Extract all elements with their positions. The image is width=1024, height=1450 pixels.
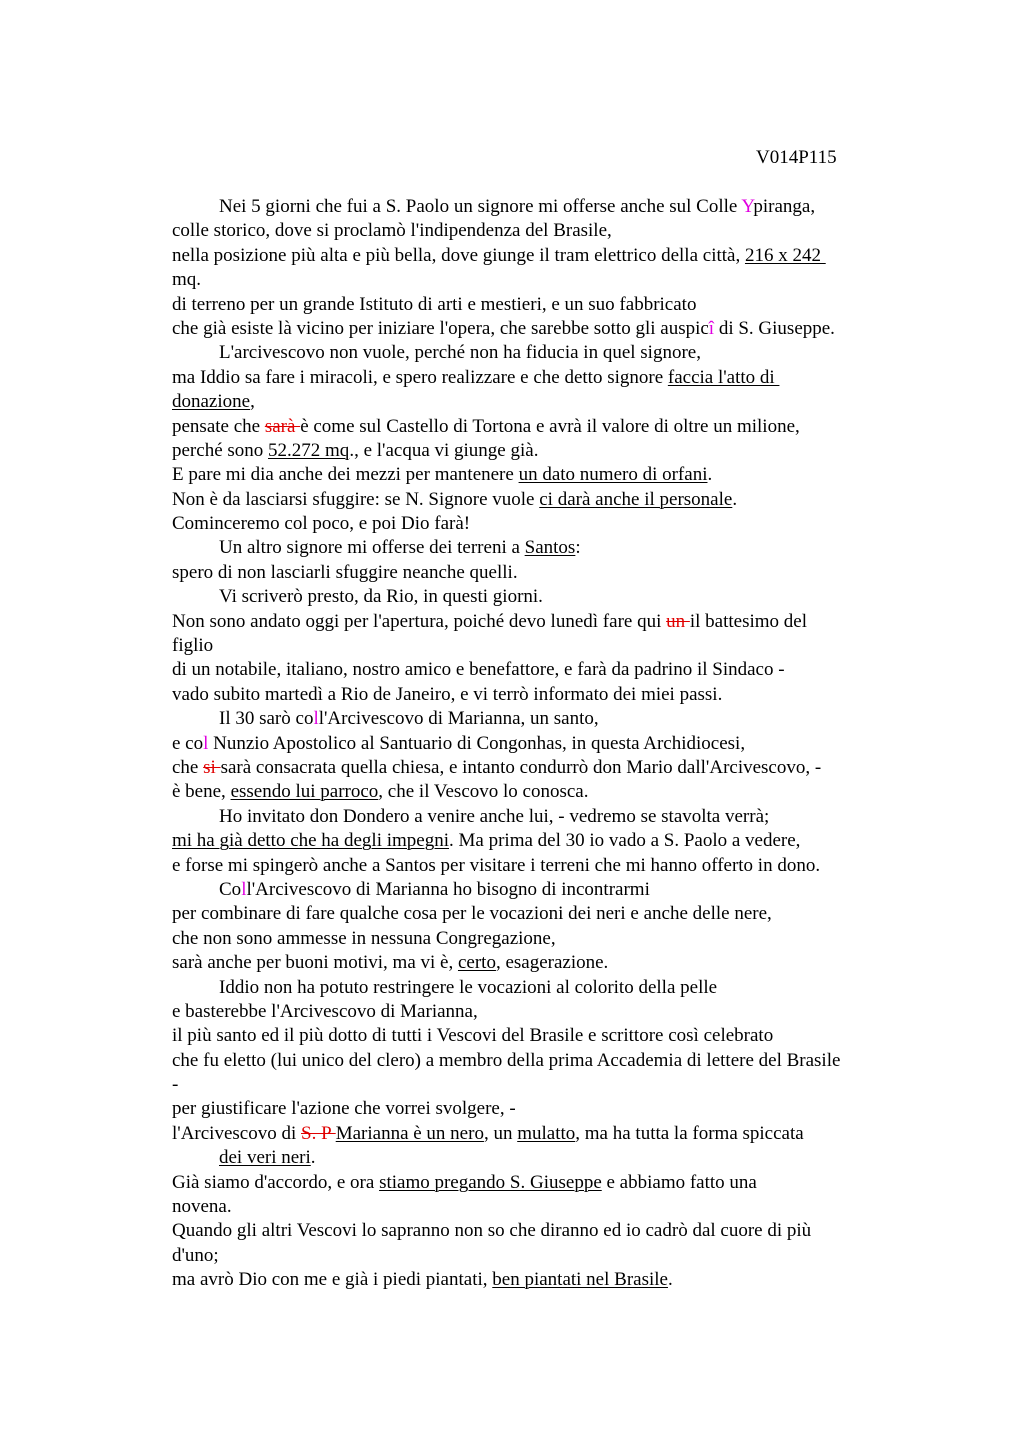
text-segment: d'uno; bbox=[172, 1244, 219, 1266]
text-segment: e co bbox=[172, 732, 204, 754]
text-line bbox=[172, 1000, 902, 1024]
text-line bbox=[172, 732, 902, 756]
text-segment: ma avrò Dio con me e già i piedi piantati, bbox=[172, 1269, 493, 1291]
text-line bbox=[172, 951, 902, 975]
text-segment: Quando gli altri Vescovi lo sapranno non so che diranno ed io cadrò dal cuore di più bbox=[172, 1220, 812, 1242]
text-segment: , bbox=[250, 391, 255, 413]
text-segment: . bbox=[707, 464, 713, 486]
text-segment: è come sul Castello di Tortona e avrà il valore di oltre un milione, bbox=[300, 415, 800, 437]
struck-deletion: S. P bbox=[301, 1122, 336, 1144]
text-segment: che fu eletto (lui unico del clero) a membro della prima Accademia di lettere del Brasile bbox=[172, 1049, 841, 1071]
text-line bbox=[172, 707, 902, 731]
text-segment: vado subito martedì a Rio de Janeiro, e vi terrò informato dei miei passi. bbox=[172, 683, 723, 705]
text-line bbox=[172, 610, 902, 634]
text-line bbox=[172, 488, 902, 512]
text-segment: e abbiamo fatto una bbox=[601, 1171, 757, 1193]
highlighted-correction: Y bbox=[741, 196, 754, 217]
text-line bbox=[172, 317, 902, 341]
struck-deletion: si bbox=[203, 756, 221, 778]
text-segment: che non sono ammesse in nessuna Congregazione, bbox=[172, 927, 556, 949]
text-segment: Già siamo d'accordo, e ora bbox=[172, 1171, 380, 1193]
text-segment: , esagerazione. bbox=[495, 952, 609, 974]
text-line bbox=[172, 658, 902, 682]
text-segment: Nunzio Apostolico al Santuario di Congonhas, in questa Archidiocesi, bbox=[208, 732, 746, 754]
text-line bbox=[172, 293, 902, 317]
text-segment: Nei 5 giorni che fui a S. Paolo un signore mi offerse anche sul Colle bbox=[219, 196, 742, 217]
text-line bbox=[172, 1244, 902, 1268]
highlighted-correction: î bbox=[708, 317, 715, 339]
text-line bbox=[172, 1268, 902, 1292]
text-line bbox=[172, 268, 902, 292]
text-line bbox=[172, 1073, 902, 1097]
text-segment: sarà consacrata quella chiesa, e intanto condurrò don Mario dall'Arcivescovo, - bbox=[220, 756, 822, 778]
text-line bbox=[172, 756, 902, 780]
text-line bbox=[172, 195, 902, 219]
text-segment: che già esiste là vicino per iniziare l'opera, che sarebbe sotto gli auspic bbox=[172, 317, 709, 339]
text-segment: colle storico, dove si proclamò l'indipendenza del Brasile, bbox=[172, 220, 612, 242]
text-line bbox=[172, 415, 902, 439]
text-segment: Ho invitato don Dondero a venire anche lui, - vedremo se stavolta verrà; bbox=[219, 805, 770, 827]
text-segment: Iddio non ha potuto restringere le vocazioni al colorito della pelle bbox=[219, 976, 718, 998]
text-segment: Non è da lasciarsi sfuggire: se N. Signore vuole bbox=[172, 488, 540, 510]
struck-deletion: un bbox=[666, 610, 690, 632]
text-segment: Co bbox=[219, 878, 242, 900]
text-segment: figlio bbox=[172, 635, 214, 657]
underlined-text: mi ha già detto che ha degli impegni bbox=[172, 830, 450, 852]
text-line bbox=[172, 1122, 902, 1146]
text-line bbox=[172, 1171, 902, 1195]
text-line bbox=[172, 341, 902, 365]
text-line bbox=[172, 390, 902, 414]
text-line bbox=[172, 805, 902, 829]
text-line bbox=[172, 927, 902, 951]
text-line bbox=[172, 439, 902, 463]
text-segment: ., e l'acqua vi giunge già. bbox=[349, 439, 539, 461]
underlined-text: 52.272 mq bbox=[268, 439, 350, 461]
text-line bbox=[172, 902, 902, 926]
text-segment: di S. Giuseppe. bbox=[714, 317, 835, 339]
text-segment: Il 30 sarò co bbox=[219, 708, 314, 730]
text-segment: perché sono bbox=[172, 439, 269, 461]
text-line bbox=[172, 585, 902, 609]
text-segment: - bbox=[172, 1074, 179, 1096]
highlighted-correction: l bbox=[313, 708, 319, 730]
underlined-text: stiamo pregando S. Giuseppe bbox=[379, 1171, 602, 1193]
text-segment: mq. bbox=[172, 269, 202, 291]
underlined-text: 216 x 242 bbox=[744, 244, 826, 266]
text-line bbox=[172, 244, 902, 268]
text-line bbox=[172, 878, 902, 902]
text-line bbox=[172, 1024, 902, 1048]
text-line bbox=[172, 219, 902, 243]
text-segment: è bene, bbox=[172, 781, 231, 803]
text-segment: . bbox=[310, 1147, 316, 1169]
text-segment: , un bbox=[483, 1122, 518, 1144]
letter-body bbox=[172, 195, 902, 1293]
highlighted-correction: l bbox=[203, 732, 209, 754]
text-segment: e basterebbe l'Arcivescovo di Marianna, bbox=[172, 1000, 478, 1022]
text-segment: E pare mi dia anche dei mezzi per mantenere bbox=[172, 464, 519, 486]
text-line bbox=[172, 634, 902, 658]
underlined-text: un dato numero di orfani bbox=[518, 464, 708, 486]
text-segment: , ma ha tutta la forma spiccata bbox=[575, 1122, 804, 1144]
text-segment: di terreno per un grande Istituto di arti e mestieri, e un suo fabbricato bbox=[172, 293, 697, 315]
text-segment: e forse mi spingerò anche a Santos per visitare i terreni che mi hanno offerto in dono. bbox=[172, 854, 821, 876]
text-segment: l'Arcivescovo di bbox=[172, 1122, 302, 1144]
text-line bbox=[172, 854, 902, 878]
text-segment: Vi scriverò presto, da Rio, in questi giorni. bbox=[219, 586, 543, 608]
text-segment: Non sono andato oggi per l'apertura, poiché devo lunedì fare qui bbox=[172, 610, 667, 632]
text-segment: spero di non lasciarli sfuggire neanche quelli. bbox=[172, 561, 518, 583]
text-line bbox=[172, 780, 902, 804]
underlined-text: ci darà anche il personale bbox=[539, 488, 733, 510]
underlined-text: Marianna è un nero bbox=[335, 1122, 484, 1144]
text-segment: nella posizione più alta e più bella, dove giunge il tram elettrico della città, bbox=[172, 244, 745, 266]
text-segment: piranga, bbox=[753, 196, 816, 217]
highlighted-correction: l bbox=[241, 878, 247, 900]
text-line bbox=[172, 463, 902, 487]
text-line bbox=[172, 561, 902, 585]
text-segment: ma Iddio sa fare i miracoli, e spero realizzare e che detto signore bbox=[172, 366, 668, 388]
text-segment: Cominceremo col poco, e poi Dio farà! bbox=[172, 513, 471, 535]
underlined-text: Santos bbox=[524, 537, 576, 559]
text-segment: . bbox=[667, 1269, 673, 1291]
text-segment: il battesimo del bbox=[689, 610, 808, 632]
text-line bbox=[172, 976, 902, 1000]
text-segment: l'Arcivescovo di Marianna ho bisogno di incontrarmi bbox=[246, 878, 650, 900]
text-segment: novena. bbox=[172, 1196, 232, 1218]
text-line bbox=[172, 536, 902, 560]
underlined-text: ben piantati nel Brasile bbox=[492, 1269, 668, 1291]
text-segment: Un altro signore mi offerse dei terreni a bbox=[219, 537, 525, 559]
text-line bbox=[172, 512, 902, 536]
text-segment: per giustificare l'azione che vorrei svolgere, - bbox=[172, 1098, 516, 1120]
text-segment: . bbox=[732, 488, 738, 510]
text-segment: pensate che bbox=[172, 415, 265, 437]
text-segment: l'Arcivescovo di Marianna, un santo, bbox=[318, 708, 599, 730]
underlined-text: faccia l'atto di bbox=[667, 366, 780, 388]
text-line bbox=[172, 683, 902, 707]
text-line bbox=[172, 829, 902, 853]
text-line bbox=[172, 1195, 902, 1219]
underlined-text: dei veri neri bbox=[219, 1147, 311, 1169]
text-line bbox=[172, 366, 902, 390]
underlined-text: mulatto bbox=[517, 1122, 576, 1144]
text-line bbox=[172, 1146, 902, 1170]
text-segment: sarà anche per buoni motivi, ma vi è, bbox=[172, 952, 458, 974]
text-line bbox=[172, 1219, 902, 1243]
text-line bbox=[172, 1097, 902, 1121]
text-segment: , che il Vescovo lo conosca. bbox=[378, 781, 589, 803]
text-segment: che bbox=[172, 756, 204, 778]
underlined-text: essendo lui parroco bbox=[230, 781, 379, 803]
struck-deletion: sarà bbox=[264, 415, 301, 437]
underlined-text: certo bbox=[457, 952, 496, 974]
page-identifier: V014P115 bbox=[756, 147, 837, 168]
text-segment: L'arcivescovo non vuole, perché non ha fiducia in quel signore, bbox=[219, 342, 701, 364]
text-segment: : bbox=[575, 537, 581, 559]
text-segment: per combinare di fare qualche cosa per le vocazioni dei neri e anche delle nere, bbox=[172, 903, 772, 925]
text-segment: il più santo ed il più dotto di tutti i Vescovi del Brasile e scrittore così celebrato bbox=[172, 1025, 774, 1047]
text-segment: . Ma prima del 30 io vado a S. Paolo a vedere, bbox=[449, 830, 801, 852]
underlined-text: donazione bbox=[172, 391, 251, 413]
text-segment: di un notabile, italiano, nostro amico e benefattore, e farà da padrino il Sindaco - bbox=[172, 659, 785, 681]
text-line bbox=[172, 1049, 902, 1073]
